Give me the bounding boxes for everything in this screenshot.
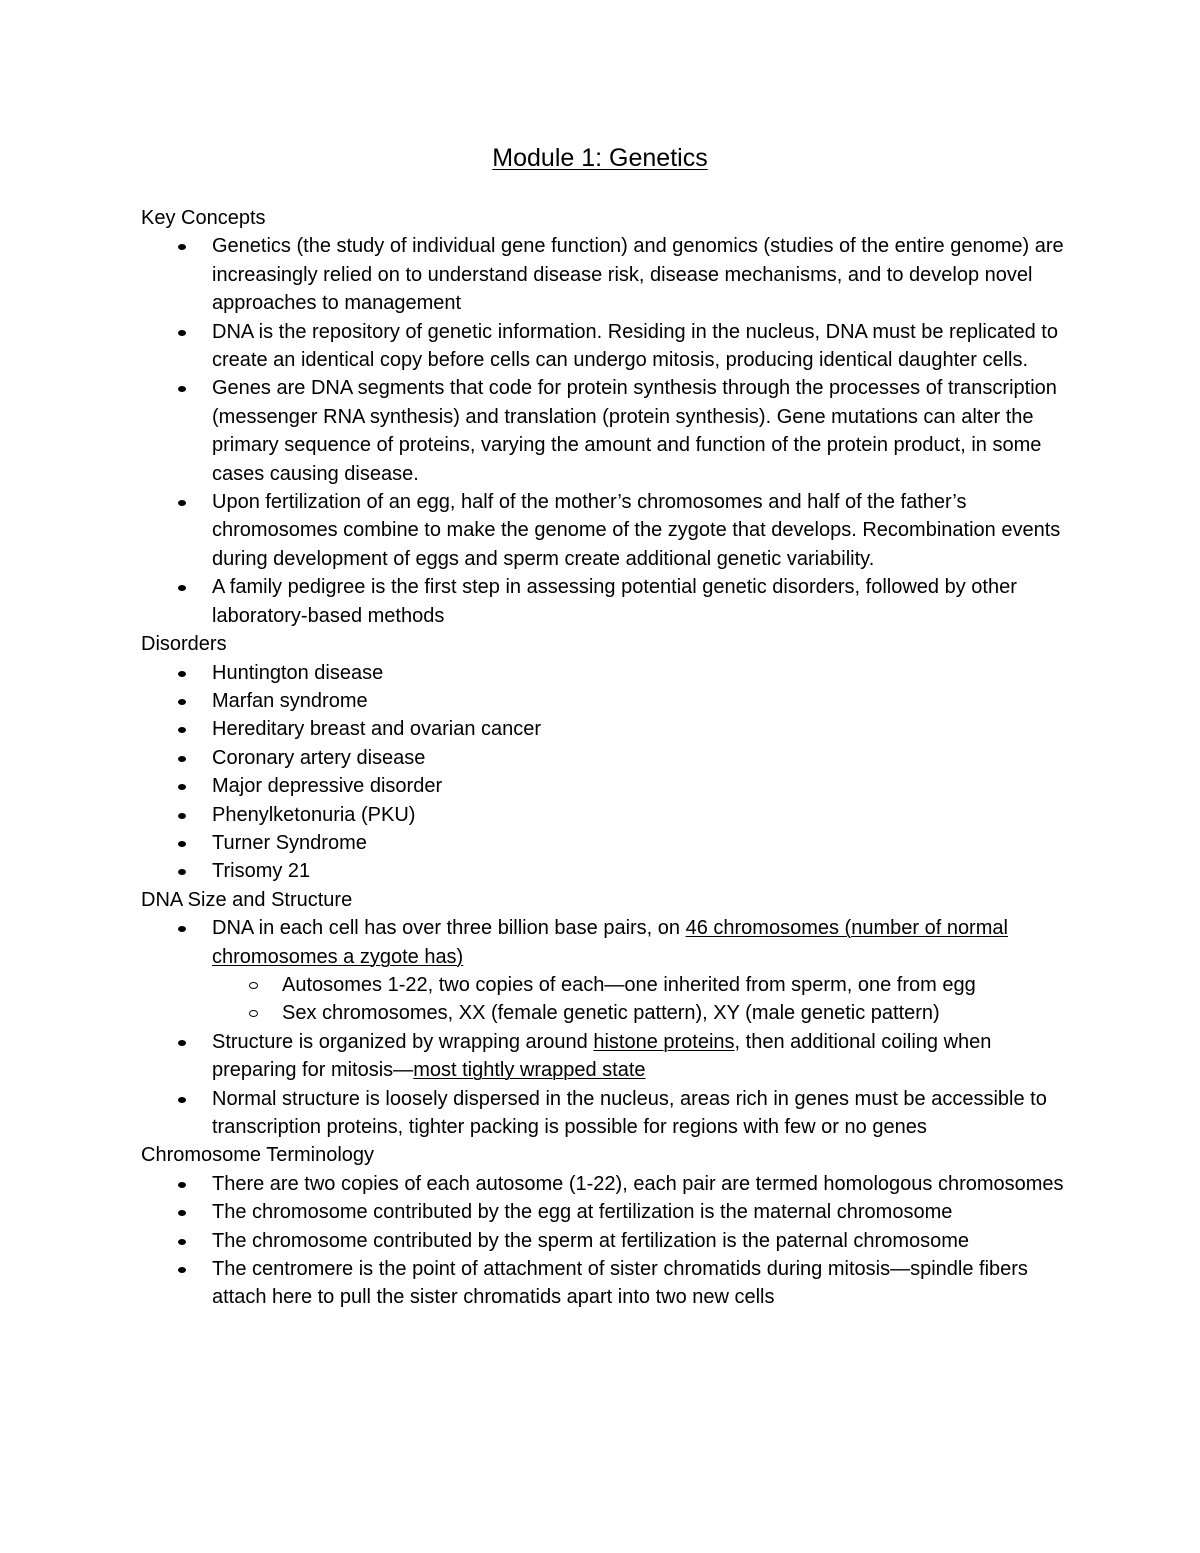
sub-list-item: Autosomes 1-22, two copies of each—one inherited from sperm, one from egg bbox=[141, 971, 1071, 999]
page-title: Module 1: Genetics bbox=[492, 144, 708, 172]
list-item bbox=[141, 914, 1071, 971]
list-item: Coronary artery disease bbox=[141, 744, 1071, 772]
disorders-list bbox=[141, 659, 1071, 886]
list-item: DNA is the repository of genetic information. Residing in the nucleus, DNA must be replicated to create an identical copy before cells can undergo mitosis, producing identical daughter cells. bbox=[141, 318, 1071, 375]
list-item: The centromere is the point of attachment of sister chromatids during mitosis—spindle fibers attach here to pull the sister chromatids apart into two new cells bbox=[141, 1255, 1071, 1312]
list-item: There are two copies of each autosome (1-22), each pair are termed homologous chromosomes bbox=[141, 1170, 1071, 1198]
item-text: , then additional coiling when preparing for mitosis— bbox=[212, 1030, 992, 1082]
list-item: Phenylketonuria (PKU) bbox=[141, 801, 1071, 829]
section-heading-chromosome-terminology: Chromosome Terminology bbox=[141, 1144, 375, 1167]
list-item: Genes are DNA segments that code for protein synthesis through the processes of transcription (messenger RNA synthesis) and translation (protein synthesis). Gene mutations can alter the primary sequence of proteins, varying the amount and function of the protein product, in some cases causing disease. bbox=[141, 374, 1071, 488]
sub-list-item: Sex chromosomes, XX (female genetic pattern), XY (male genetic pattern) bbox=[141, 999, 1071, 1027]
section-heading-disorders: Disorders bbox=[141, 633, 227, 656]
list-item: Marfan syndrome bbox=[141, 687, 1071, 715]
list-item: Major depressive disorder bbox=[141, 772, 1071, 800]
underlined-text: 46 chromosomes (number of normal chromosomes a zygote has) bbox=[212, 917, 1008, 968]
list-item: Genetics (the study of individual gene function) and genomics (studies of the entire genome) are increasingly relied on to understand disease risk, disease mechanisms, and to develop novel approaches to management bbox=[141, 232, 1071, 317]
sub-list-container bbox=[141, 971, 1071, 1028]
section-heading-dna-size-structure: DNA Size and Structure bbox=[141, 888, 353, 911]
item-text: Structure is organized by wrapping around bbox=[212, 1030, 594, 1053]
terminology-list bbox=[141, 1170, 1071, 1312]
list-item: Huntington disease bbox=[141, 659, 1071, 687]
list-item: The chromosome contributed by the egg at fertilization is the maternal chromosome bbox=[141, 1198, 1071, 1226]
key-concepts-list bbox=[141, 232, 1071, 630]
sub-list bbox=[141, 971, 1071, 1028]
list-item: Trisomy 21 bbox=[141, 857, 1071, 885]
document-body bbox=[141, 204, 1071, 1312]
list-item: Normal structure is loosely dispersed in the nucleus, areas rich in genes must be accessible to transcription proteins, tighter packing is possible for regions with few or no genes bbox=[141, 1085, 1071, 1142]
underlined-text: histone proteins bbox=[593, 1030, 735, 1053]
item-text: DNA in each cell has over three billion base pairs, on bbox=[212, 917, 686, 940]
list-item: A family pedigree is the first step in assessing potential genetic disorders, followed by other laboratory-based methods bbox=[141, 573, 1071, 630]
list-item: Hereditary breast and ovarian cancer bbox=[141, 715, 1071, 743]
list-item: The chromosome contributed by the sperm at fertilization is the paternal chromosome bbox=[141, 1227, 1071, 1255]
section-heading-key-concepts: Key Concepts bbox=[141, 207, 266, 229]
dna-structure-list bbox=[141, 914, 1071, 1141]
list-item: Upon fertilization of an egg, half of the mother’s chromosomes and half of the father’s chromosomes combine to make the genome of the zygote that develops. Recombination events during development of eggs and sperm create additional genetic variability. bbox=[141, 488, 1071, 573]
underlined-text: most tightly wrapped state bbox=[413, 1059, 646, 1082]
list-item bbox=[141, 1028, 1071, 1085]
list-item: Turner Syndrome bbox=[141, 829, 1071, 857]
